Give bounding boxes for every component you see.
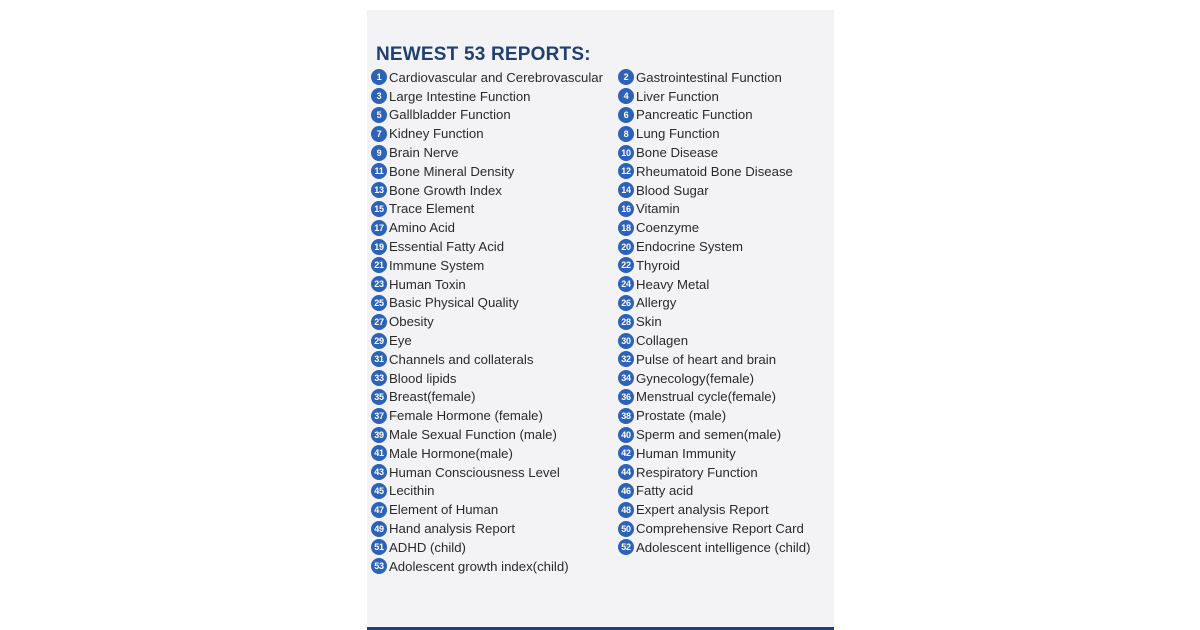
report-label: Bone Growth Index	[389, 182, 502, 198]
list-item	[618, 312, 810, 331]
report-label: Cardiovascular and Cerebrovascular	[389, 69, 604, 85]
number-badge: 38	[618, 408, 634, 424]
number-badge: 1	[371, 69, 387, 85]
list-item	[618, 87, 810, 106]
list-item	[371, 106, 603, 125]
number-badge: 29	[371, 333, 387, 349]
list-item	[371, 218, 603, 237]
list-item	[618, 237, 810, 256]
number-badge: 25	[371, 295, 387, 311]
report-label: Essential Fatty Acid	[389, 239, 505, 255]
number-badge: 32	[618, 351, 634, 367]
list-item	[371, 369, 603, 388]
list-item	[371, 557, 603, 576]
number-badge: 9	[371, 145, 387, 161]
number-badge: 47	[371, 502, 387, 518]
report-label: Bone Disease	[636, 145, 719, 161]
report-label: Female Hormone (female)	[389, 408, 543, 424]
number-badge: 3	[371, 88, 387, 104]
list-item	[371, 124, 603, 143]
list-item	[618, 106, 810, 125]
list-item	[618, 350, 810, 369]
number-badge: 5	[371, 107, 387, 123]
number-badge: 52	[618, 539, 634, 555]
list-item	[618, 500, 810, 519]
number-badge: 41	[371, 445, 387, 461]
report-label: Menstrual cycle(female)	[636, 389, 776, 405]
list-item	[371, 482, 603, 501]
list-item	[371, 312, 603, 331]
number-badge: 35	[371, 389, 387, 405]
list-item	[618, 68, 810, 87]
list-item	[618, 200, 810, 219]
number-badge: 10	[618, 145, 634, 161]
number-badge: 15	[371, 201, 387, 217]
list-item	[371, 444, 603, 463]
number-badge: 19	[371, 239, 387, 255]
number-badge: 36	[618, 389, 634, 405]
reports-card	[367, 10, 834, 630]
list-item	[371, 463, 603, 482]
number-badge: 14	[618, 182, 634, 198]
report-label: Endocrine System	[636, 239, 744, 255]
report-label: Lung Function	[636, 126, 720, 142]
number-badge: 51	[371, 539, 387, 555]
list-item	[618, 369, 810, 388]
number-badge: 28	[618, 314, 634, 330]
report-label: Skin	[636, 314, 662, 330]
report-label: Human Consciousness Level	[389, 464, 560, 480]
number-badge: 24	[618, 276, 634, 292]
list-item	[618, 482, 810, 501]
list-item	[371, 200, 603, 219]
list-item	[371, 500, 603, 519]
list-item	[371, 519, 603, 538]
report-label: Prostate (male)	[636, 408, 727, 424]
list-item	[618, 181, 810, 200]
report-label: Human Immunity	[636, 445, 736, 461]
list-item	[618, 218, 810, 237]
report-label: Large Intestine Function	[389, 88, 531, 104]
report-label: Human Toxin	[389, 276, 466, 292]
list-item	[618, 256, 810, 275]
report-label: Allergy	[636, 295, 677, 311]
number-badge: 27	[371, 314, 387, 330]
number-badge: 26	[618, 295, 634, 311]
report-label: Pulse of heart and brain	[636, 351, 777, 367]
list-item	[371, 237, 603, 256]
number-badge: 53	[371, 558, 387, 574]
report-label: Obesity	[389, 314, 434, 330]
number-badge: 44	[618, 464, 634, 480]
number-badge: 39	[371, 427, 387, 443]
report-label: Element of Human	[389, 502, 499, 518]
list-item	[371, 331, 603, 350]
report-label: Gynecology(female)	[636, 370, 755, 386]
number-badge: 46	[618, 483, 634, 499]
report-label: Coenzyme	[636, 220, 700, 236]
number-badge: 37	[371, 408, 387, 424]
report-label: Liver Function	[636, 88, 719, 104]
report-label: Eye	[389, 333, 412, 349]
list-item	[371, 538, 603, 557]
list-item	[371, 256, 603, 275]
number-badge: 42	[618, 445, 634, 461]
number-badge: 34	[618, 370, 634, 386]
list-item	[618, 143, 810, 162]
number-badge: 13	[371, 182, 387, 198]
report-label: Vitamin	[636, 201, 680, 217]
number-badge: 17	[371, 220, 387, 236]
reports-list-right	[618, 68, 810, 557]
list-item	[618, 294, 810, 313]
list-item	[618, 463, 810, 482]
number-badge: 16	[618, 201, 634, 217]
number-badge: 43	[371, 464, 387, 480]
list-item	[371, 181, 603, 200]
number-badge: 8	[618, 126, 634, 142]
report-label: Heavy Metal	[636, 276, 710, 292]
list-item	[371, 388, 603, 407]
report-label: Thyroid	[636, 257, 680, 273]
report-label: Gallbladder Function	[389, 107, 511, 123]
report-label: Bone Mineral Density	[389, 163, 515, 179]
list-item	[618, 406, 810, 425]
list-item	[618, 519, 810, 538]
report-label: Expert analysis Report	[636, 502, 769, 518]
report-label: Immune System	[389, 257, 485, 273]
report-label: Lecithin	[389, 483, 435, 499]
list-item	[618, 444, 810, 463]
number-badge: 45	[371, 483, 387, 499]
report-label: Male Hormone(male)	[389, 445, 513, 461]
number-badge: 21	[371, 257, 387, 273]
report-label: Adolescent growth index(child)	[389, 558, 569, 574]
number-badge: 6	[618, 107, 634, 123]
list-item	[371, 406, 603, 425]
number-badge: 49	[371, 521, 387, 537]
report-label: Hand analysis Report	[389, 521, 516, 537]
number-badge: 33	[371, 370, 387, 386]
list-item	[618, 331, 810, 350]
number-badge: 2	[618, 69, 634, 85]
list-item	[371, 87, 603, 106]
report-label: Collagen	[636, 333, 689, 349]
number-badge: 20	[618, 239, 634, 255]
number-badge: 4	[618, 88, 634, 104]
report-label: Fatty acid	[636, 483, 694, 499]
report-label: Adolescent intelligence (child)	[636, 539, 811, 555]
report-label: Breast(female)	[389, 389, 476, 405]
number-badge: 48	[618, 502, 634, 518]
number-badge: 40	[618, 427, 634, 443]
list-item	[618, 538, 810, 557]
report-label: Brain Nerve	[389, 145, 459, 161]
list-item	[371, 68, 603, 87]
list-item	[618, 124, 810, 143]
page-title: NEWEST 53 REPORTS:	[376, 44, 591, 65]
report-label: Pancreatic Function	[636, 107, 753, 123]
list-item	[371, 143, 603, 162]
number-badge: 23	[371, 276, 387, 292]
report-label: Respiratory Function	[636, 464, 758, 480]
list-item	[618, 162, 810, 181]
report-label: Comprehensive Report Card	[636, 521, 804, 537]
number-badge: 31	[371, 351, 387, 367]
list-item	[371, 350, 603, 369]
list-item	[371, 162, 603, 181]
number-badge: 7	[371, 126, 387, 142]
report-label: Channels and collaterals	[389, 351, 534, 367]
report-label: Basic Physical Quality	[389, 295, 519, 311]
number-badge: 22	[618, 257, 634, 273]
report-label: Rheumatoid Bone Disease	[636, 163, 793, 179]
list-item	[618, 425, 810, 444]
report-label: Sperm and semen(male)	[636, 427, 782, 443]
list-item	[371, 275, 603, 294]
report-label: Blood Sugar	[636, 182, 709, 198]
report-label: Male Sexual Function (male)	[389, 427, 557, 443]
reports-list-left	[371, 68, 603, 576]
list-item	[371, 294, 603, 313]
report-label: Trace Element	[389, 201, 475, 217]
number-badge: 11	[371, 163, 387, 179]
list-item	[618, 275, 810, 294]
list-item	[371, 425, 603, 444]
report-label: Amino Acid	[389, 220, 455, 236]
report-label: ADHD (child)	[389, 539, 466, 555]
report-label: Blood lipids	[389, 370, 457, 386]
number-badge: 50	[618, 521, 634, 537]
report-label: Gastrointestinal Function	[636, 69, 782, 85]
number-badge: 18	[618, 220, 634, 236]
number-badge: 12	[618, 163, 634, 179]
report-label: Kidney Function	[389, 126, 484, 142]
list-item	[618, 388, 810, 407]
number-badge: 30	[618, 333, 634, 349]
